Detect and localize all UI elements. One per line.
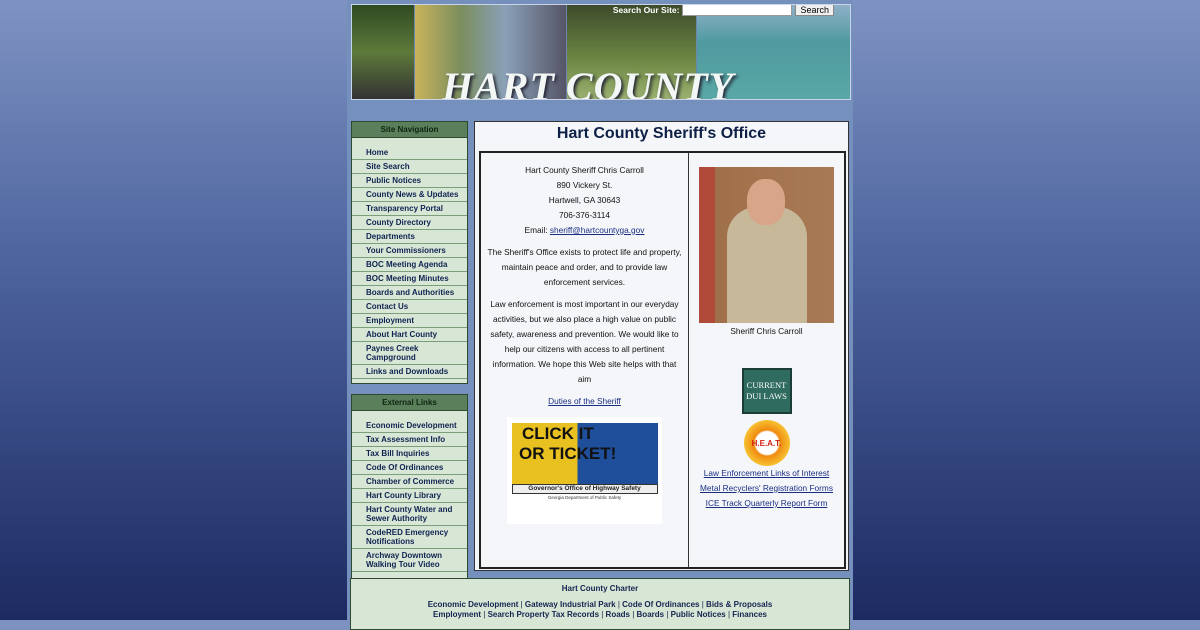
external-link-item[interactable]: Economic Development	[352, 419, 467, 433]
page-container	[347, 0, 853, 620]
separator: |	[630, 610, 637, 619]
site-navigation-list	[352, 138, 467, 383]
dui-laws-badge[interactable]: CURRENT DUI LAWS	[742, 368, 792, 414]
external-links-title: External Links	[352, 395, 467, 411]
search-button[interactable]: Search	[795, 4, 834, 16]
sidebar-nav-item[interactable]: About Hart County	[352, 328, 467, 342]
external-links	[351, 394, 468, 583]
email-line	[481, 223, 688, 238]
sidebar-nav-item[interactable]: Site Search	[352, 160, 467, 174]
sidebar-nav-item[interactable]: Home	[352, 146, 467, 160]
sidebar-nav-item[interactable]: Contact Us	[352, 300, 467, 314]
footer-link[interactable]: Boards	[636, 610, 665, 619]
banner-line2: OR TICKET!	[519, 444, 617, 463]
external-link-item[interactable]: CodeRED Emergency Notifications	[352, 526, 467, 549]
banner-sub2: Georgia Department of Public Safety	[547, 495, 622, 500]
email-label: Email:	[524, 225, 550, 235]
sidebar-nav-item[interactable]: BOC Meeting Agenda	[352, 258, 467, 272]
sidebar-nav-item[interactable]: County News & Updates	[352, 188, 467, 202]
right-column	[689, 153, 844, 567]
sidebar-nav-item[interactable]: Departments	[352, 230, 467, 244]
contact-line: Hart County Sheriff Chris Carroll	[525, 165, 644, 175]
footer-links-row	[351, 600, 849, 610]
sidebar-nav-item[interactable]: County Directory	[352, 216, 467, 230]
site-navigation	[351, 121, 468, 384]
site-title-logo: HART COUNTY	[442, 64, 735, 100]
separator: |	[615, 600, 623, 609]
email-link[interactable]: sheriff@hartcountyga.gov	[549, 225, 645, 235]
sidebar-nav-item[interactable]: Your Commissioners	[352, 244, 467, 258]
banner-sub: Governor's Office of Highway Safety	[512, 484, 658, 494]
mission-text: The Sheriff's Office exists to protect life and property, maintain peace and order, and to provide law enforcement services.	[487, 247, 682, 287]
banner-line1: CLICK IT	[522, 424, 594, 443]
external-link-item[interactable]: Chamber of Commerce	[352, 475, 467, 489]
sidebar-nav-item[interactable]: Public Notices	[352, 174, 467, 188]
sidebar-nav-item[interactable]: Employment	[352, 314, 467, 328]
external-links-list	[352, 411, 467, 582]
heat-badge[interactable]: H.E.A.T.	[744, 420, 790, 466]
external-link-item[interactable]: Code Of Ordinances	[352, 461, 467, 475]
search-input[interactable]	[682, 4, 792, 16]
footer-link[interactable]: Public Notices	[670, 610, 726, 619]
photo-caption: Sheriff Chris Carroll	[730, 326, 803, 336]
left-column	[481, 153, 689, 567]
separator: |	[725, 610, 733, 619]
sidebar-nav-item[interactable]: Transparency Portal	[352, 202, 467, 216]
footer-link[interactable]: Search Property Tax Records	[487, 610, 600, 619]
external-link-item[interactable]: Hart County Library	[352, 489, 467, 503]
site-search	[613, 4, 834, 16]
banner-text	[507, 417, 662, 501]
footer	[350, 578, 850, 630]
law-enforcement-links[interactable]: Law Enforcement Links of Interest	[703, 468, 830, 478]
content-table	[479, 151, 846, 569]
external-link-item[interactable]: Tax Bill Inquiries	[352, 447, 467, 461]
ice-track-link[interactable]: ICE Track Quarterly Report Form	[705, 498, 828, 508]
contact-line: 890 Vickery St.	[556, 180, 613, 190]
sheriff-photo	[699, 167, 834, 323]
sidebar-nav-item[interactable]: Boards and Authorities	[352, 286, 467, 300]
separator: |	[699, 600, 707, 609]
footer-link[interactable]: Code Of Ordinances	[622, 600, 700, 609]
external-link-item[interactable]: Tax Assessment Info	[352, 433, 467, 447]
contact-line: Hartwell, GA 30643	[548, 195, 621, 205]
main-content	[474, 121, 849, 571]
footer-title: Hart County Charter	[561, 584, 639, 593]
sidebar	[351, 121, 468, 583]
separator: |	[664, 610, 671, 619]
external-link-item[interactable]: Archway Downtown Walking Tour Video	[352, 549, 467, 572]
footer-link[interactable]: Roads	[605, 610, 630, 619]
contact-line: 706-376-3114	[558, 210, 611, 220]
sheriff-face	[747, 179, 785, 225]
footer-link[interactable]: Bids & Proposals	[706, 600, 773, 609]
info-text: Law enforcement is most important in our everyday activities, but we also place a high value on public safety, awareness and prevention. We would like to help our citizens with access to all pertinent information. We hope this Web site helps with that aim	[490, 299, 679, 384]
site-navigation-title: Site Navigation	[352, 122, 467, 138]
search-label: Search Our Site:	[612, 4, 680, 15]
sidebar-nav-item[interactable]: Paynes Creek Campground	[352, 342, 467, 365]
sidebar-nav-item[interactable]: BOC Meeting Minutes	[352, 272, 467, 286]
separator: |	[518, 600, 525, 609]
metal-recyclers-link[interactable]: Metal Recyclers' Registration Forms	[700, 483, 833, 493]
external-link-item[interactable]: Hart County Water and Sewer Authority	[352, 503, 467, 526]
resource-links	[689, 466, 844, 511]
footer-link[interactable]: Economic Development	[427, 600, 519, 609]
separator: |	[599, 610, 606, 619]
footer-link[interactable]: Finances	[732, 610, 767, 619]
header-banner	[351, 4, 851, 100]
footer-link[interactable]: Gateway Industrial Park	[524, 600, 616, 609]
footer-link[interactable]: Employment	[433, 610, 482, 619]
footer-links-row	[351, 610, 849, 620]
cyclist-photo	[352, 5, 414, 99]
separator: |	[481, 610, 488, 619]
sidebar-nav-item[interactable]: Links and Downloads	[352, 365, 467, 379]
duties-link[interactable]: Duties of the Sheriff	[548, 396, 621, 406]
page-title: Hart County Sheriff's Office	[556, 125, 767, 142]
click-it-or-ticket-banner[interactable]	[507, 417, 662, 524]
